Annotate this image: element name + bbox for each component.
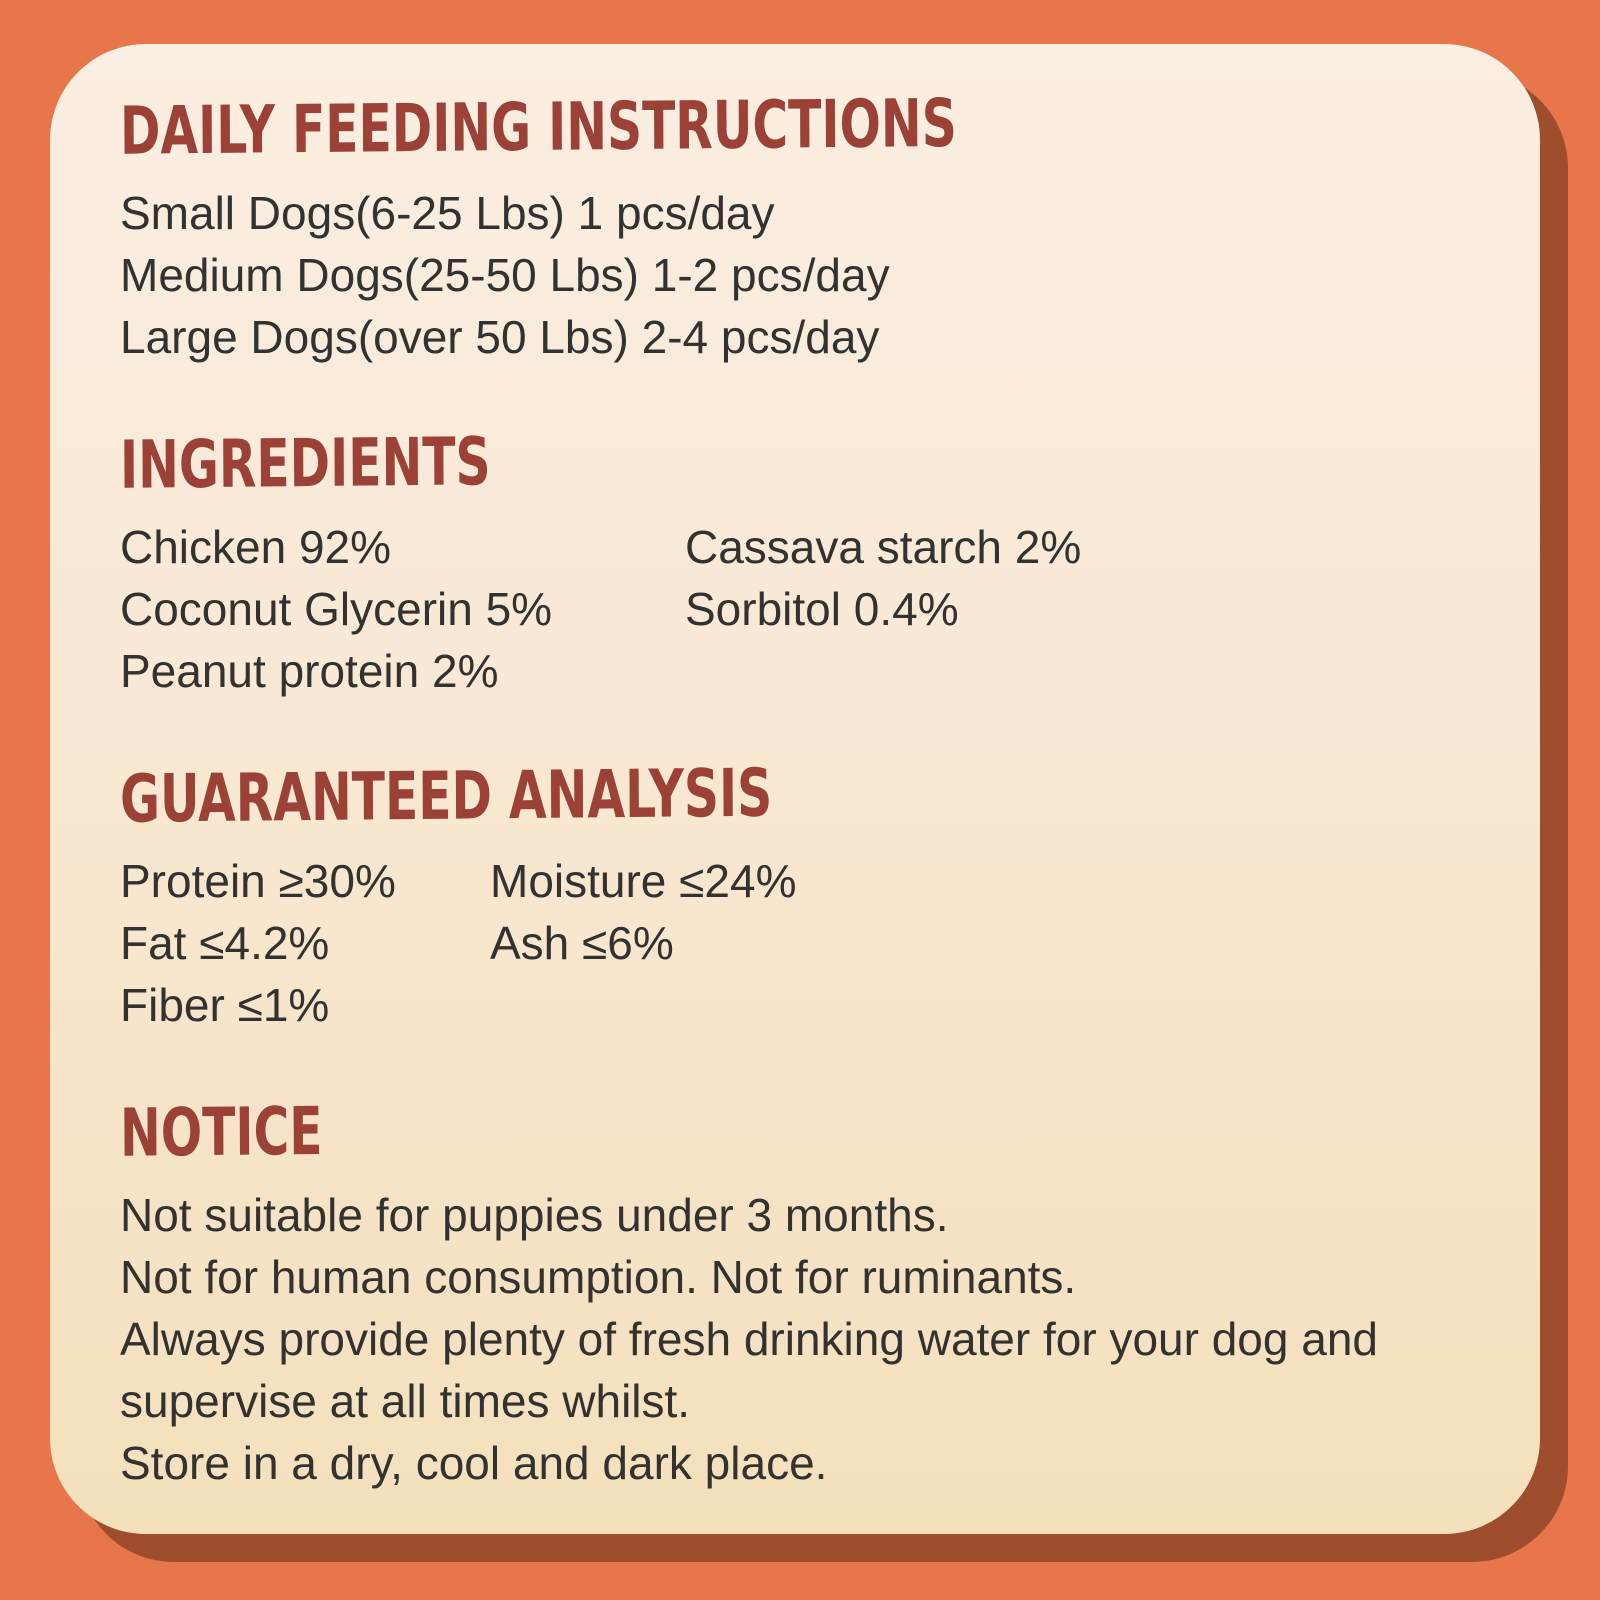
ingredients-column-2 <box>685 516 1081 702</box>
ingredient-item-coconut-glycerin: Coconut Glycerin 5% <box>120 583 553 635</box>
daily-feeding-title: DAILY FEEDING INSTRUCTIONS <box>119 84 957 170</box>
guaranteed-analysis-title: GUARANTEED ANALYSIS <box>119 754 773 838</box>
notice-line-store: Store in a dry, cool and dark place. <box>120 1437 828 1489</box>
feeding-line-small-dogs: Small Dogs(6-25 Lbs) 1 pcs/day <box>120 187 775 239</box>
label-card <box>50 44 1540 1534</box>
analysis-item-fiber: Fiber ≤1% <box>120 979 330 1031</box>
notice-line-puppies: Not suitable for puppies under 3 months. <box>120 1189 949 1241</box>
ingredients-column-1 <box>120 516 685 702</box>
ingredient-item-cassava-starch: Cassava starch 2% <box>685 521 1082 573</box>
analysis-item-moisture: Moisture ≤24% <box>490 855 797 907</box>
notice-line-supervise: supervise at all times whilst. <box>120 1375 691 1427</box>
notice-line-fresh-water: Always provide plenty of fresh drinking water for your dog and <box>120 1313 1378 1365</box>
section-guaranteed-analysis <box>119 754 1470 1036</box>
feeding-line-large-dogs: Large Dogs(over 50 Lbs) 2-4 pcs/day <box>120 311 880 363</box>
section-daily-feeding <box>119 84 1470 368</box>
analysis-item-ash: Ash ≤6% <box>490 917 674 969</box>
analysis-column-2 <box>490 850 796 1036</box>
feeding-line-medium-dogs: Medium Dogs(25-50 Lbs) 1-2 pcs/day <box>120 249 890 301</box>
ingredient-item-sorbitol: Sorbitol 0.4% <box>685 583 959 635</box>
analysis-item-protein: Protein ≥30% <box>120 855 396 907</box>
ingredients-title: INGREDIENTS <box>119 422 491 504</box>
section-notice <box>119 1092 1470 1494</box>
ingredient-item-peanut-protein: Peanut protein 2% <box>120 645 499 697</box>
analysis-column-1 <box>120 850 490 1036</box>
notice-line-human-consumption: Not for human consumption. Not for ruminants. <box>120 1251 1077 1303</box>
ingredient-item-chicken: Chicken 92% <box>120 521 392 573</box>
analysis-item-fat: Fat ≤4.2% <box>120 917 330 969</box>
notice-title: NOTICE <box>119 1092 323 1172</box>
section-ingredients <box>119 422 1470 702</box>
